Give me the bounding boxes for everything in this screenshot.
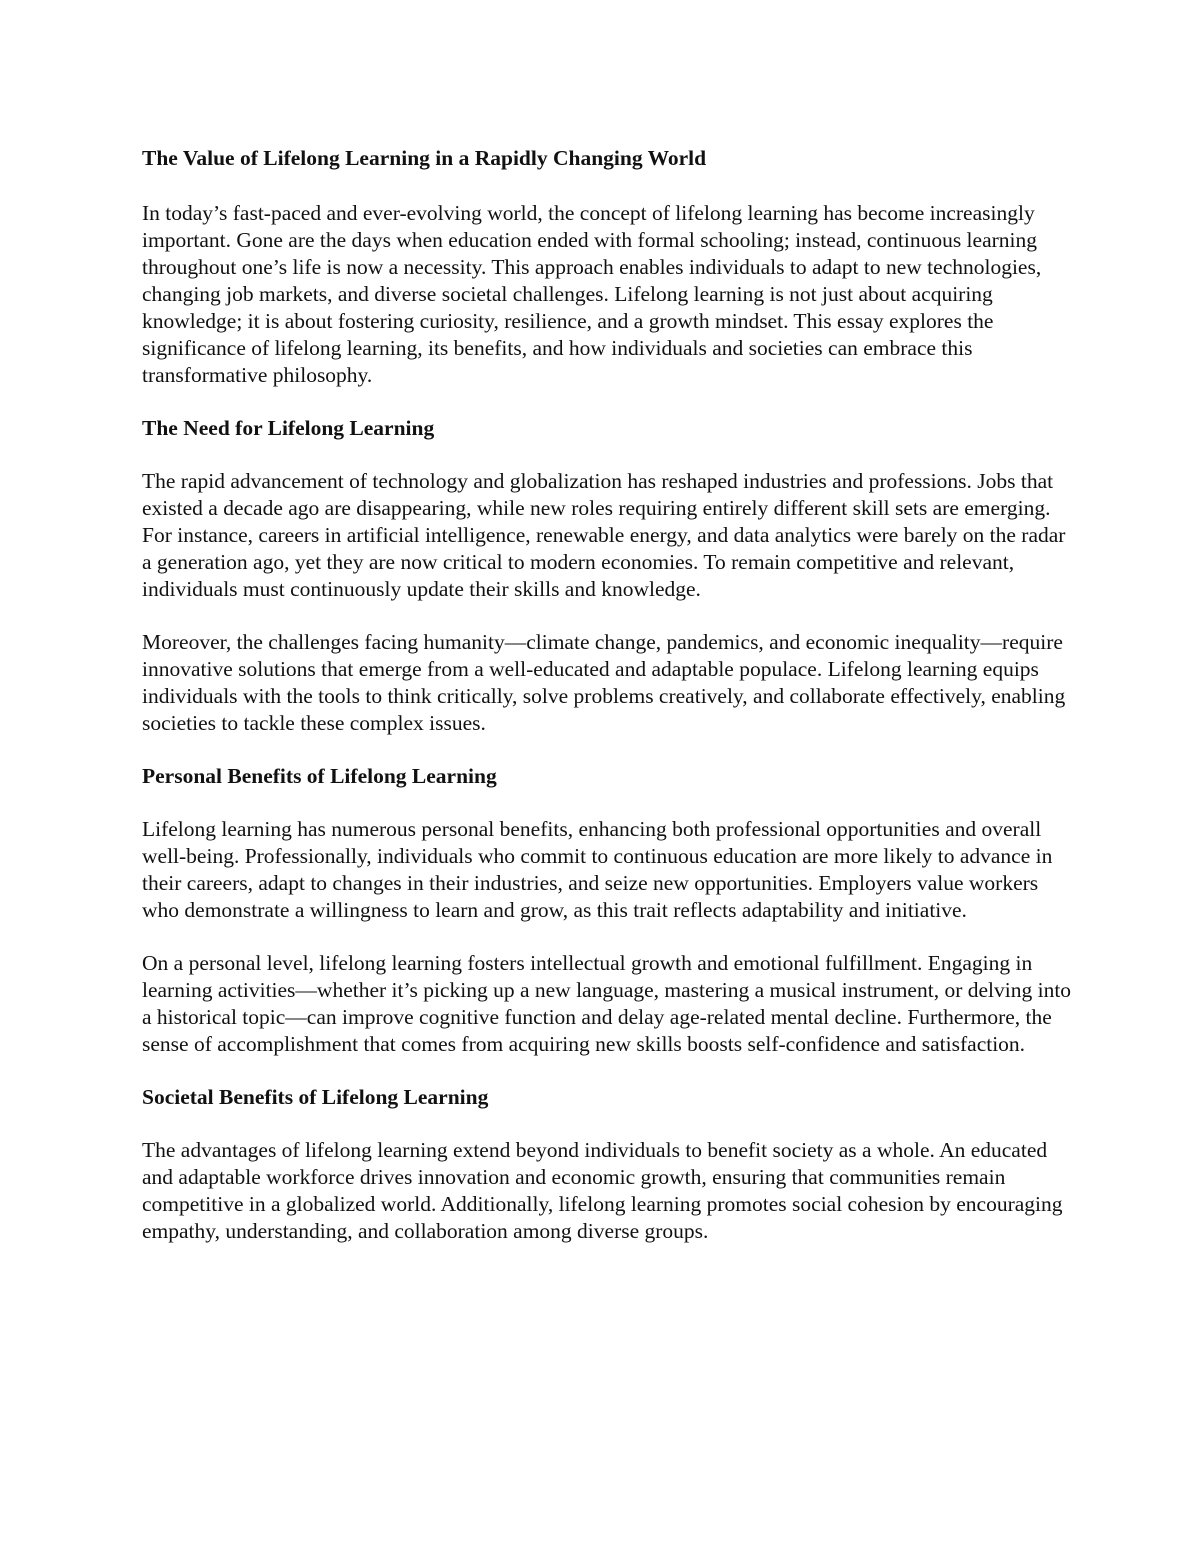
spacer	[142, 389, 1072, 415]
spacer	[142, 442, 1072, 468]
section-heading-personal-benefits: Personal Benefits of Lifelong Learning	[142, 764, 497, 788]
document-page	[142, 142, 1072, 1245]
spacer	[142, 737, 1072, 763]
paragraph-need-2: Moreover, the challenges facing humanity—climate change, pandemics, and economic inequality—require innovative solutions that emerge from a well-educated and adaptable populace. Lifelong learning equips individuals with the tools to think critically, solve problems creatively, and collaborate effectively, enabling societies to tackle these complex issues.	[142, 630, 1066, 735]
section-heading-societal-benefits: Societal Benefits of Lifelong Learning	[142, 1085, 489, 1109]
spacer	[142, 174, 1072, 200]
intro-paragraph: In today’s fast-paced and ever-evolving world, the concept of lifelong learning has become increasingly important. Gone are the days when education ended with formal schooling; instead, continuous learning throughout one’s life is now a necessity. This approach enables individuals to adapt to new technologies, changing job markets, and diverse societal challenges. Lifelong learning is not just about acquiring knowledge; it is about fostering curiosity, resilience, and a growth mindset. This essay explores the significance of lifelong learning, its benefits, and how individuals and societies can embrace this transformative philosophy.	[142, 201, 1042, 387]
spacer	[142, 790, 1072, 816]
paragraph-personal-1: Lifelong learning has numerous personal benefits, enhancing both professional opportunities and overall well-being. Professionally, individuals who commit to continuous education are more likely to advance in their careers, adapt to changes in their industries, and seize new opportunities. Employers value workers who demonstrate a willingness to learn and grow, as this trait reflects adaptability and initiative.	[142, 817, 1053, 922]
spacer	[142, 603, 1072, 629]
spacer	[142, 1058, 1072, 1084]
spacer	[142, 924, 1072, 950]
section-heading-need: The Need for Lifelong Learning	[142, 416, 435, 440]
spacer	[142, 1111, 1072, 1137]
document-title: The Value of Lifelong Learning in a Rapidly Changing World	[142, 146, 707, 170]
paragraph-personal-2: On a personal level, lifelong learning fosters intellectual growth and emotional fulfillment. Engaging in learning activities—whether it’s picking up a new language, mastering a musical instrument, or delving into a historical topic—can improve cognitive function and delay age-related mental decline. Furthermore, the sense of accomplishment that comes from acquiring new skills boosts self-confidence and satisfaction.	[142, 951, 1072, 1056]
paragraph-need-1: The rapid advancement of technology and globalization has reshaped industries and professions. Jobs that existed a decade ago are disappearing, while new roles requiring entirely different skill sets are emerging. For instance, careers in artificial intelligence, renewable energy, and data analytics were barely on the radar a generation ago, yet they are now critical to modern economies. To remain competitive and relevant, individuals must continuously update their skills and knowledge.	[142, 469, 1066, 601]
paragraph-societal-1: The advantages of lifelong learning extend beyond individuals to benefit society as a whole. An educated and adaptable workforce drives innovation and economic growth, ensuring that communities remain competitive in a globalized world. Additionally, lifelong learning promotes social cohesion by encouraging empathy, understanding, and collaboration among diverse groups.	[142, 1138, 1063, 1243]
